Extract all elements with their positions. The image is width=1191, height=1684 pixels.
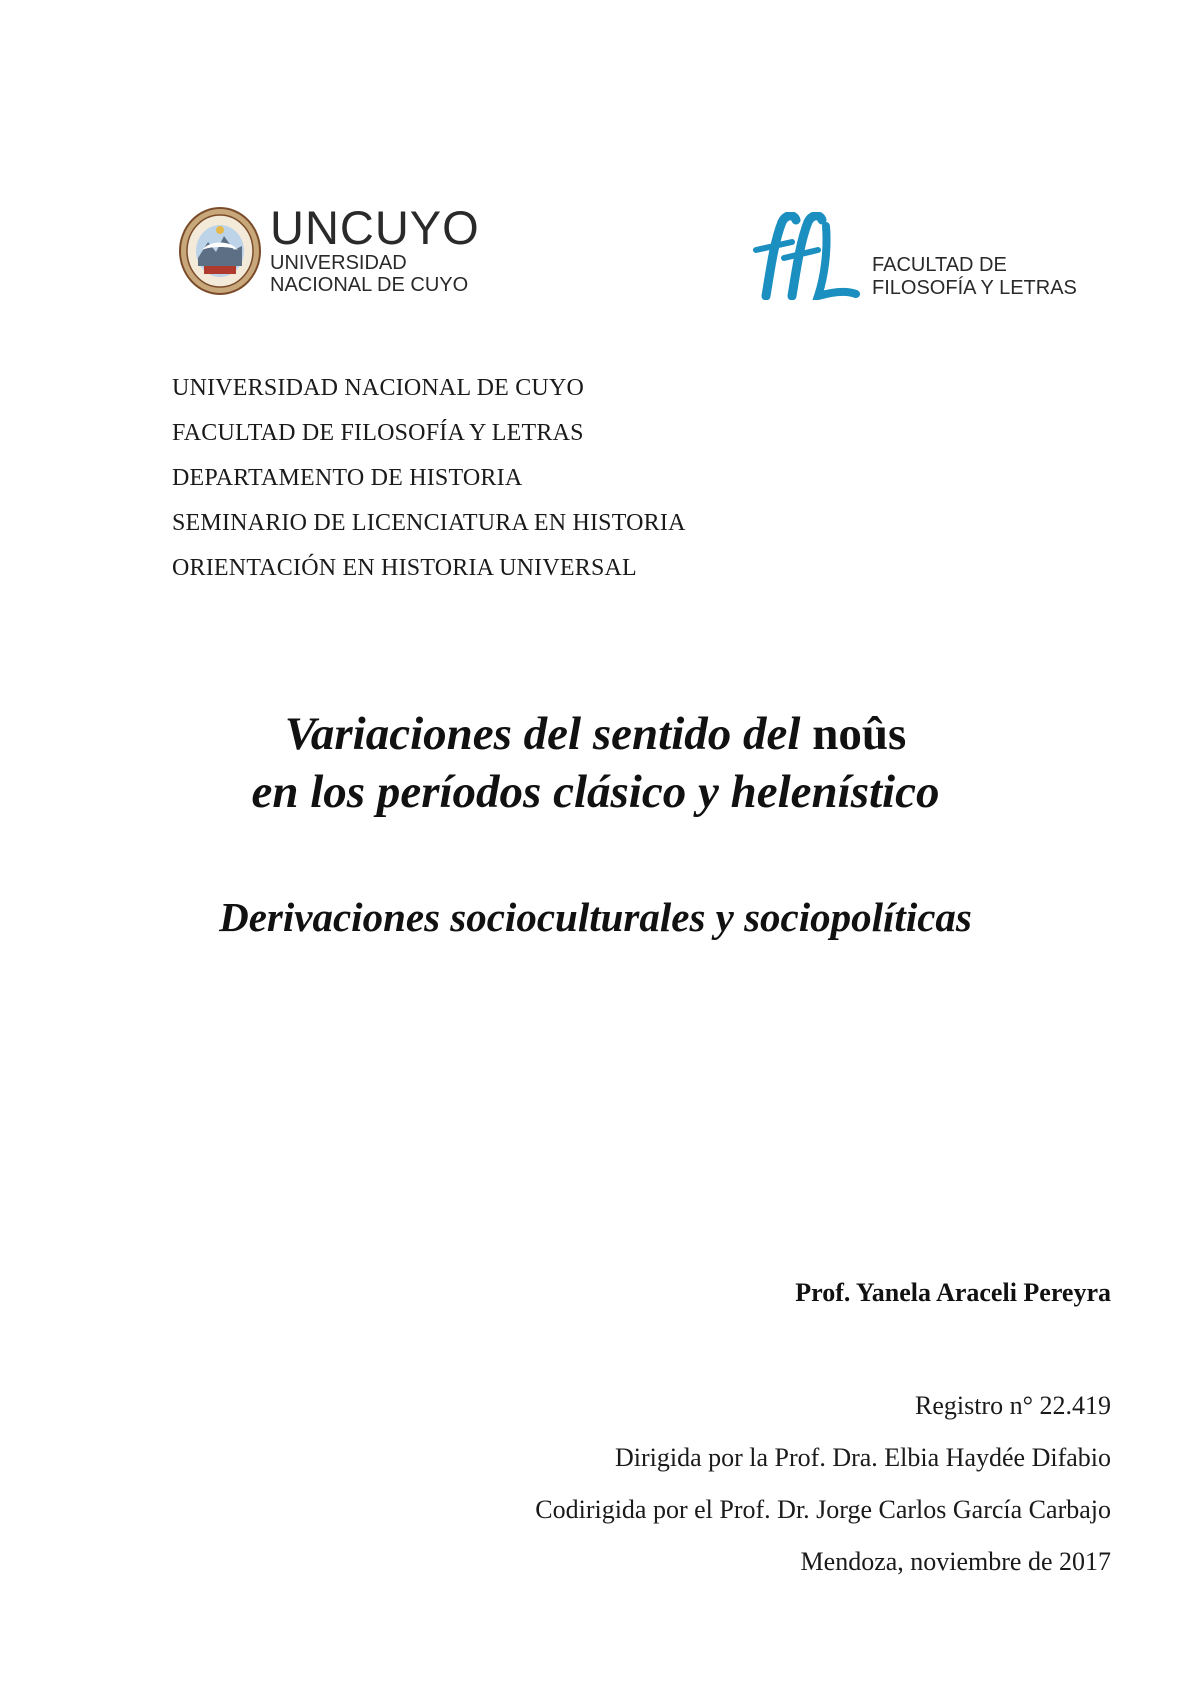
uncuyo-line-2: NACIONAL DE CUYO	[270, 274, 469, 296]
institution-line-orientation: ORIENTACIÓN EN HISTORIA UNIVERSAL	[172, 555, 637, 581]
credits-block	[535, 1380, 1111, 1588]
ffyl-line-1: FACULTAD DE	[872, 254, 1007, 276]
author-name: Prof. Yanela Araceli Pereyra	[795, 1278, 1111, 1307]
ffyl-logo	[752, 212, 1092, 302]
uncuyo-logo	[178, 201, 480, 300]
director-line: Dirigida por la Prof. Dra. Elbia Haydée Difabio	[614, 1443, 1111, 1472]
title-line-1	[0, 705, 1191, 763]
thesis-subtitle: Derivaciones socioculturales y sociopolíticas	[219, 894, 972, 940]
codirector-line: Codirigida por el Prof. Dr. Jorge Carlos García Carbajo	[535, 1495, 1111, 1524]
registration-number: Registro n° 22.419	[914, 1391, 1111, 1420]
thesis-title	[0, 705, 1191, 821]
institution-line-faculty: FACULTAD DE FILOSOFÍA Y LETRAS	[172, 420, 584, 446]
uncuyo-line-1: UNIVERSIDAD	[270, 252, 407, 274]
ffyl-line-2: FILOSOFÍA Y LETRAS	[872, 277, 1077, 299]
institution-line-university: UNIVERSIDAD NACIONAL DE CUYO	[172, 375, 585, 401]
institution-block	[172, 366, 686, 591]
institution-line-department: DEPARTAMENTO DE HISTORIA	[172, 465, 523, 491]
uncuyo-wordmark: UNCUYO	[270, 201, 480, 254]
title-line-2: en los períodos clásico y helenístico	[251, 766, 940, 818]
institution-line-seminar: SEMINARIO DE LICENCIATURA EN HISTORIA	[172, 510, 686, 536]
place-date-line: Mendoza, noviembre de 2017	[800, 1547, 1111, 1576]
title-line-1-upright: noûs	[812, 708, 907, 760]
title-line-1-italic: Variaciones del sentido del	[284, 708, 813, 760]
university-seal-icon	[178, 206, 262, 296]
ffyl-mark-icon	[752, 212, 860, 300]
